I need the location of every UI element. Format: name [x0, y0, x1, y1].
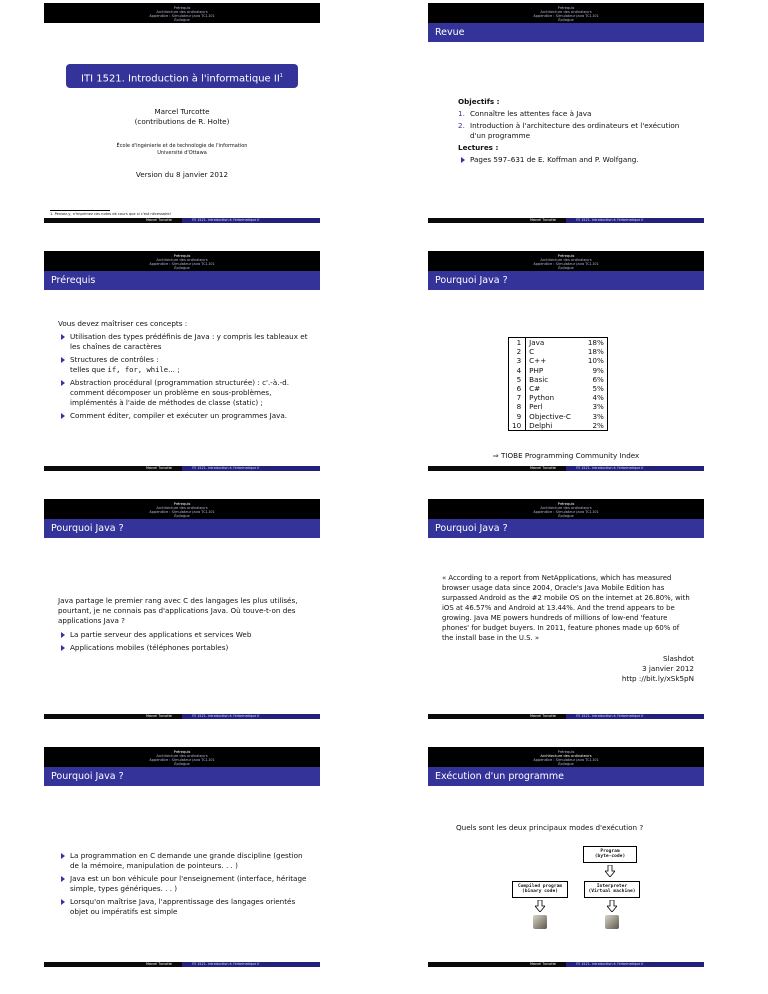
- nav-architecture[interactable]: Architecture des ordinateurs: [540, 754, 592, 758]
- table-row: [509, 412, 608, 421]
- nav-prerequis[interactable]: Prérequis: [173, 254, 191, 258]
- footer-course: ITI 1521. Introduction à l'informatique II: [566, 466, 704, 471]
- percent-cell: 2%: [574, 421, 607, 431]
- rank-cell: 2: [509, 347, 526, 356]
- cpu-chip-icon: [533, 915, 547, 929]
- language-cell: Objective-C: [529, 411, 571, 421]
- nav-architecture[interactable]: Architecture des ordinateurs: [156, 10, 208, 14]
- nav-appendice[interactable]: Appendice : Simulateur Java TC1101: [149, 262, 215, 266]
- table-row: [509, 366, 608, 375]
- language-cell: Delphi: [526, 421, 574, 431]
- nav-appendice[interactable]: Appendice : Simulateur Java TC1101: [149, 14, 215, 18]
- slide-footer: [44, 466, 320, 471]
- ranking-table: [508, 337, 608, 431]
- slide-pourquoi-java-pedagogy: [44, 747, 320, 967]
- rank-cell: 6: [509, 384, 526, 393]
- list-item: 2. Introduction à l'architecture des ordinateurs et l'exécution d'un programme: [458, 121, 680, 140]
- nav-architecture[interactable]: Architecture des ordinateurs: [540, 10, 592, 14]
- language-cell: Basic: [529, 374, 549, 384]
- version-date: Version du 8 janvier 2012: [135, 170, 229, 179]
- lectures-list: [458, 155, 688, 165]
- list-item: Comment éditer, compiler et exécuter un programmes Java.: [58, 411, 310, 421]
- arrow-down-icon: [535, 900, 545, 912]
- language-cell: Python: [529, 393, 555, 403]
- slide-footer: [428, 466, 704, 471]
- slide-title-text: Revue: [428, 23, 704, 42]
- slide-title: [44, 3, 320, 223]
- percent-cell: 5%: [574, 384, 607, 393]
- cpu-chip-icon: [605, 915, 619, 929]
- nav-appendice[interactable]: Appendice : Simulateur Java TC1101: [149, 758, 215, 762]
- objectifs-list: [458, 109, 688, 141]
- concepts-list: [58, 332, 310, 421]
- nav-appendice[interactable]: Appendice : Simulateur Java TC1101: [533, 262, 599, 266]
- slide-nav-header: [44, 251, 320, 271]
- nav-prerequis[interactable]: Prérequis: [173, 502, 191, 506]
- slide-footer: [428, 962, 704, 967]
- footer-course: ITI 1521. Introduction à l'informatique II: [566, 962, 704, 967]
- author-name: Marcel Turcotte: [154, 107, 210, 116]
- slide-nav-header: [44, 747, 320, 767]
- lectures-label: Lectures :: [458, 143, 499, 152]
- nav-epilogue[interactable]: Épilogue: [558, 762, 574, 766]
- rank-cell: 7: [509, 393, 526, 402]
- title-footnote-mark: 1: [279, 73, 283, 79]
- table-row: [509, 393, 608, 402]
- slide-revue: [428, 3, 704, 223]
- prerequis-content: [58, 319, 310, 424]
- nav-architecture[interactable]: Architecture des ordinateurs: [540, 506, 592, 510]
- table-row: [509, 402, 608, 411]
- rank-cell: 9: [509, 412, 526, 421]
- nav-epilogue[interactable]: Épilogue: [558, 514, 574, 518]
- contributors: (contributions de R. Holte): [134, 117, 230, 126]
- apps-list: [58, 630, 308, 653]
- slide-prerequis: [44, 251, 320, 471]
- rank-cell: 10: [509, 421, 526, 431]
- table-row: [509, 384, 608, 393]
- program-bytecode-box: Program (byte-code): [583, 846, 637, 863]
- source-url[interactable]: http ://bit.ly/xSk5pN: [621, 674, 694, 683]
- institution-block: [44, 143, 320, 157]
- slide-footer: [428, 714, 704, 719]
- pedagogy-content: [58, 851, 310, 920]
- language-cell: Java: [526, 338, 574, 348]
- ranking-table-wrap: [508, 337, 608, 431]
- language-cell: C: [529, 347, 535, 357]
- nav-appendice[interactable]: Appendice : Simulateur Java TC1101: [533, 510, 599, 514]
- slide-title-text: Prérequis: [44, 271, 320, 290]
- compiled-program-box: Compiled program (binary code): [512, 881, 568, 898]
- interpreter-box: Interpreter (Virtual machine): [584, 881, 640, 898]
- slide-nav-header: [428, 499, 704, 519]
- nav-prerequis[interactable]: Prérequis: [557, 254, 575, 258]
- rank-cell: 4: [509, 366, 526, 375]
- language-cell: Perl: [529, 402, 543, 412]
- nav-prerequis[interactable]: Prérequis: [173, 750, 191, 754]
- language-cell: C++: [529, 356, 547, 366]
- list-item: 1. Connaître les attentes face à Java: [458, 109, 592, 118]
- table-row: [509, 356, 608, 365]
- nav-prerequis[interactable]: Prérequis: [173, 6, 191, 10]
- nav-architecture[interactable]: Architecture des ordinateurs: [156, 506, 208, 510]
- footer-author: Marcel Turcotte: [428, 714, 566, 719]
- nav-epilogue[interactable]: Épilogue: [558, 18, 574, 22]
- footer-author: Marcel Turcotte: [44, 466, 182, 471]
- list-item: Abstraction procédural (programmation structurée) : c'.-à.-d. comment décomposer un problème en sous-problèmes, implémentés à l'aide de méthodes de classe (static) ;: [58, 378, 310, 408]
- nav-epilogue[interactable]: Épilogue: [174, 18, 190, 22]
- objectifs-label: Objectifs :: [458, 97, 500, 106]
- footer-course: ITI 1521. Introduction à l'informatique II: [566, 714, 704, 719]
- rank-cell: 5: [509, 375, 526, 384]
- footer-course: ITI 1521. Introduction à l'informatique II: [182, 714, 320, 719]
- nav-prerequis[interactable]: Prérequis: [557, 502, 575, 506]
- source-name: Slashdot: [662, 654, 694, 663]
- presentation-title: ITI 1521. Introduction à l'informatique II: [81, 73, 280, 85]
- percent-cell: 6%: [574, 375, 607, 384]
- list-item: Structures de contrôles : telles que if, for, while... ;: [58, 355, 310, 375]
- apps-paragraph: Java partage le premier rang avec C des langages les plus utilisés, pourtant, je ne connais pas d'applications Java. Où touve-t-on des applications Java ?: [58, 596, 298, 625]
- nav-architecture[interactable]: Architecture des ordinateurs: [156, 754, 208, 758]
- footer-author: Marcel Turcotte: [428, 218, 566, 223]
- pedagogy-list: [58, 851, 310, 917]
- execution-question: Quels sont les deux principaux modes d'exécution ?: [456, 823, 644, 832]
- percent-cell: 3%: [574, 402, 607, 411]
- percent-cell: 3%: [574, 412, 607, 421]
- slide-pourquoi-java-quote: [428, 499, 704, 719]
- footer-author: Marcel Turcotte: [44, 962, 182, 967]
- nav-appendice[interactable]: Appendice : Simulateur Java TC1101: [149, 510, 215, 514]
- quote-source: [622, 654, 694, 684]
- nav-architecture[interactable]: Architecture des ordinateurs: [156, 258, 208, 262]
- presentation-title-box: [66, 64, 298, 88]
- netapplications-quote: « According to a report from NetApplications, which has measured browser usage data since 2004, Oracle's Java Mobile Edition has surpassed Android as the #2 mobile OS on the internet at 26.80%, with iOS at 46.57% and Android at 13.44%. And the trend appears to be growing. Java ME powers hundreds of millions of low-end 'feature phones' for budget buyers. In 2011, feature phones made up 60% of the install base in the U.S. »: [442, 574, 690, 642]
- list-item: Applications mobiles (téléphones portables): [58, 643, 308, 653]
- apps-content: [58, 596, 308, 656]
- percent-cell: 9%: [574, 366, 607, 375]
- slide-pourquoi-java-ranking: [428, 251, 704, 471]
- nav-epilogue[interactable]: Épilogue: [558, 266, 574, 270]
- revue-content: [458, 97, 688, 168]
- footnote: 1. Pensez-y, n'imprimez ces notes de cours que si c'est nécessaire!: [50, 212, 172, 216]
- rank-cell: 3: [509, 356, 526, 365]
- list-item: Pages 597–631 de E. Koffman and P. Wolfgang.: [458, 155, 688, 165]
- footer-course: ITI 1521. Introduction à l'informatique II: [182, 218, 320, 223]
- language-cell: PHP: [529, 365, 544, 375]
- nav-appendice[interactable]: Appendice : Simulateur Java TC1101: [533, 758, 599, 762]
- arrow-down-icon: [605, 865, 615, 877]
- nav-epilogue[interactable]: Épilogue: [174, 266, 190, 270]
- slide-footer: [428, 218, 704, 223]
- intro-text: Vous devez maîtriser ces concepts :: [58, 319, 188, 328]
- footer-author: Marcel Turcotte: [428, 466, 566, 471]
- footer-course: ITI 1521. Introduction à l'informatique II: [566, 218, 704, 223]
- language-cell: C#: [529, 384, 541, 394]
- rank-cell: 8: [509, 402, 526, 411]
- footer-course: ITI 1521. Introduction à l'informatique II: [182, 466, 320, 471]
- rank-cell: 1: [509, 338, 526, 348]
- percent-cell: 10%: [574, 356, 607, 365]
- footer-author: Marcel Turcotte: [428, 962, 566, 967]
- slide-nav-header: [428, 747, 704, 767]
- table-row: [509, 347, 608, 356]
- slide-footer: [44, 962, 320, 967]
- slide-nav-header: [44, 499, 320, 519]
- slide-execution: [428, 747, 704, 967]
- nav-architecture[interactable]: Architecture des ordinateurs: [540, 258, 592, 262]
- list-item: Lorsqu'on maîtrise Java, l'apprentissage des langages orientés objet ou impératifs est simple: [58, 897, 310, 917]
- slide-footer: [44, 218, 320, 223]
- table-row: [509, 421, 608, 431]
- nav-epilogue[interactable]: Épilogue: [174, 514, 190, 518]
- slide-nav-header: [428, 3, 704, 23]
- slide-title-text: Pourquoi Java ?: [428, 519, 704, 538]
- percent-cell: 4%: [574, 393, 607, 402]
- list-item: La programmation en C demande une grande discipline (gestion de la mémoire, manipulation de pointeurs. . . ): [58, 851, 310, 871]
- footnote-rule: [50, 210, 110, 211]
- tiobe-source: ⇒ TIOBE Programming Community Index: [492, 451, 640, 460]
- list-item: La partie serveur des applications et services Web: [58, 630, 308, 640]
- table-row: [509, 338, 608, 348]
- footer-course: ITI 1521. Introduction à l'informatique II: [182, 962, 320, 967]
- percent-cell: 18%: [574, 347, 607, 356]
- school-name: École d'ingénierie et de technologie de l'information: [116, 143, 248, 149]
- footer-author: Marcel Turcotte: [44, 714, 182, 719]
- slide-pourquoi-java-apps: [44, 499, 320, 719]
- nav-epilogue[interactable]: Épilogue: [174, 762, 190, 766]
- list-item: Utilisation des types prédéfinis de Java : y compris les tableaux et les chaînes de caractères: [58, 332, 310, 352]
- nav-appendice[interactable]: Appendice : Simulateur Java TC1101: [533, 14, 599, 18]
- source-date: 3 janvier 2012: [641, 664, 694, 673]
- nav-prerequis[interactable]: Prérequis: [557, 6, 575, 10]
- list-item: Java est un bon véhicule pour l'enseignement (interface, héritage simple, types génériques. . . ): [58, 874, 310, 894]
- arrow-down-icon: [607, 900, 617, 912]
- slide-nav-header: [428, 251, 704, 271]
- slide-title-text: Pourquoi Java ?: [428, 271, 704, 290]
- slide-nav-header: [44, 3, 320, 23]
- university-name: Université d'Ottawa: [157, 150, 207, 156]
- slide-title-text: Pourquoi Java ?: [44, 519, 320, 538]
- table-row: [509, 375, 608, 384]
- footer-author: Marcel Turcotte: [44, 218, 182, 223]
- slide-title-text: Exécution d'un programme: [428, 767, 704, 786]
- slide-title-text: Pourquoi Java ?: [44, 767, 320, 786]
- slide-footer: [44, 714, 320, 719]
- nav-prerequis[interactable]: Prérequis: [557, 750, 575, 754]
- author-block: [44, 107, 320, 127]
- percent-cell: 18%: [574, 338, 607, 348]
